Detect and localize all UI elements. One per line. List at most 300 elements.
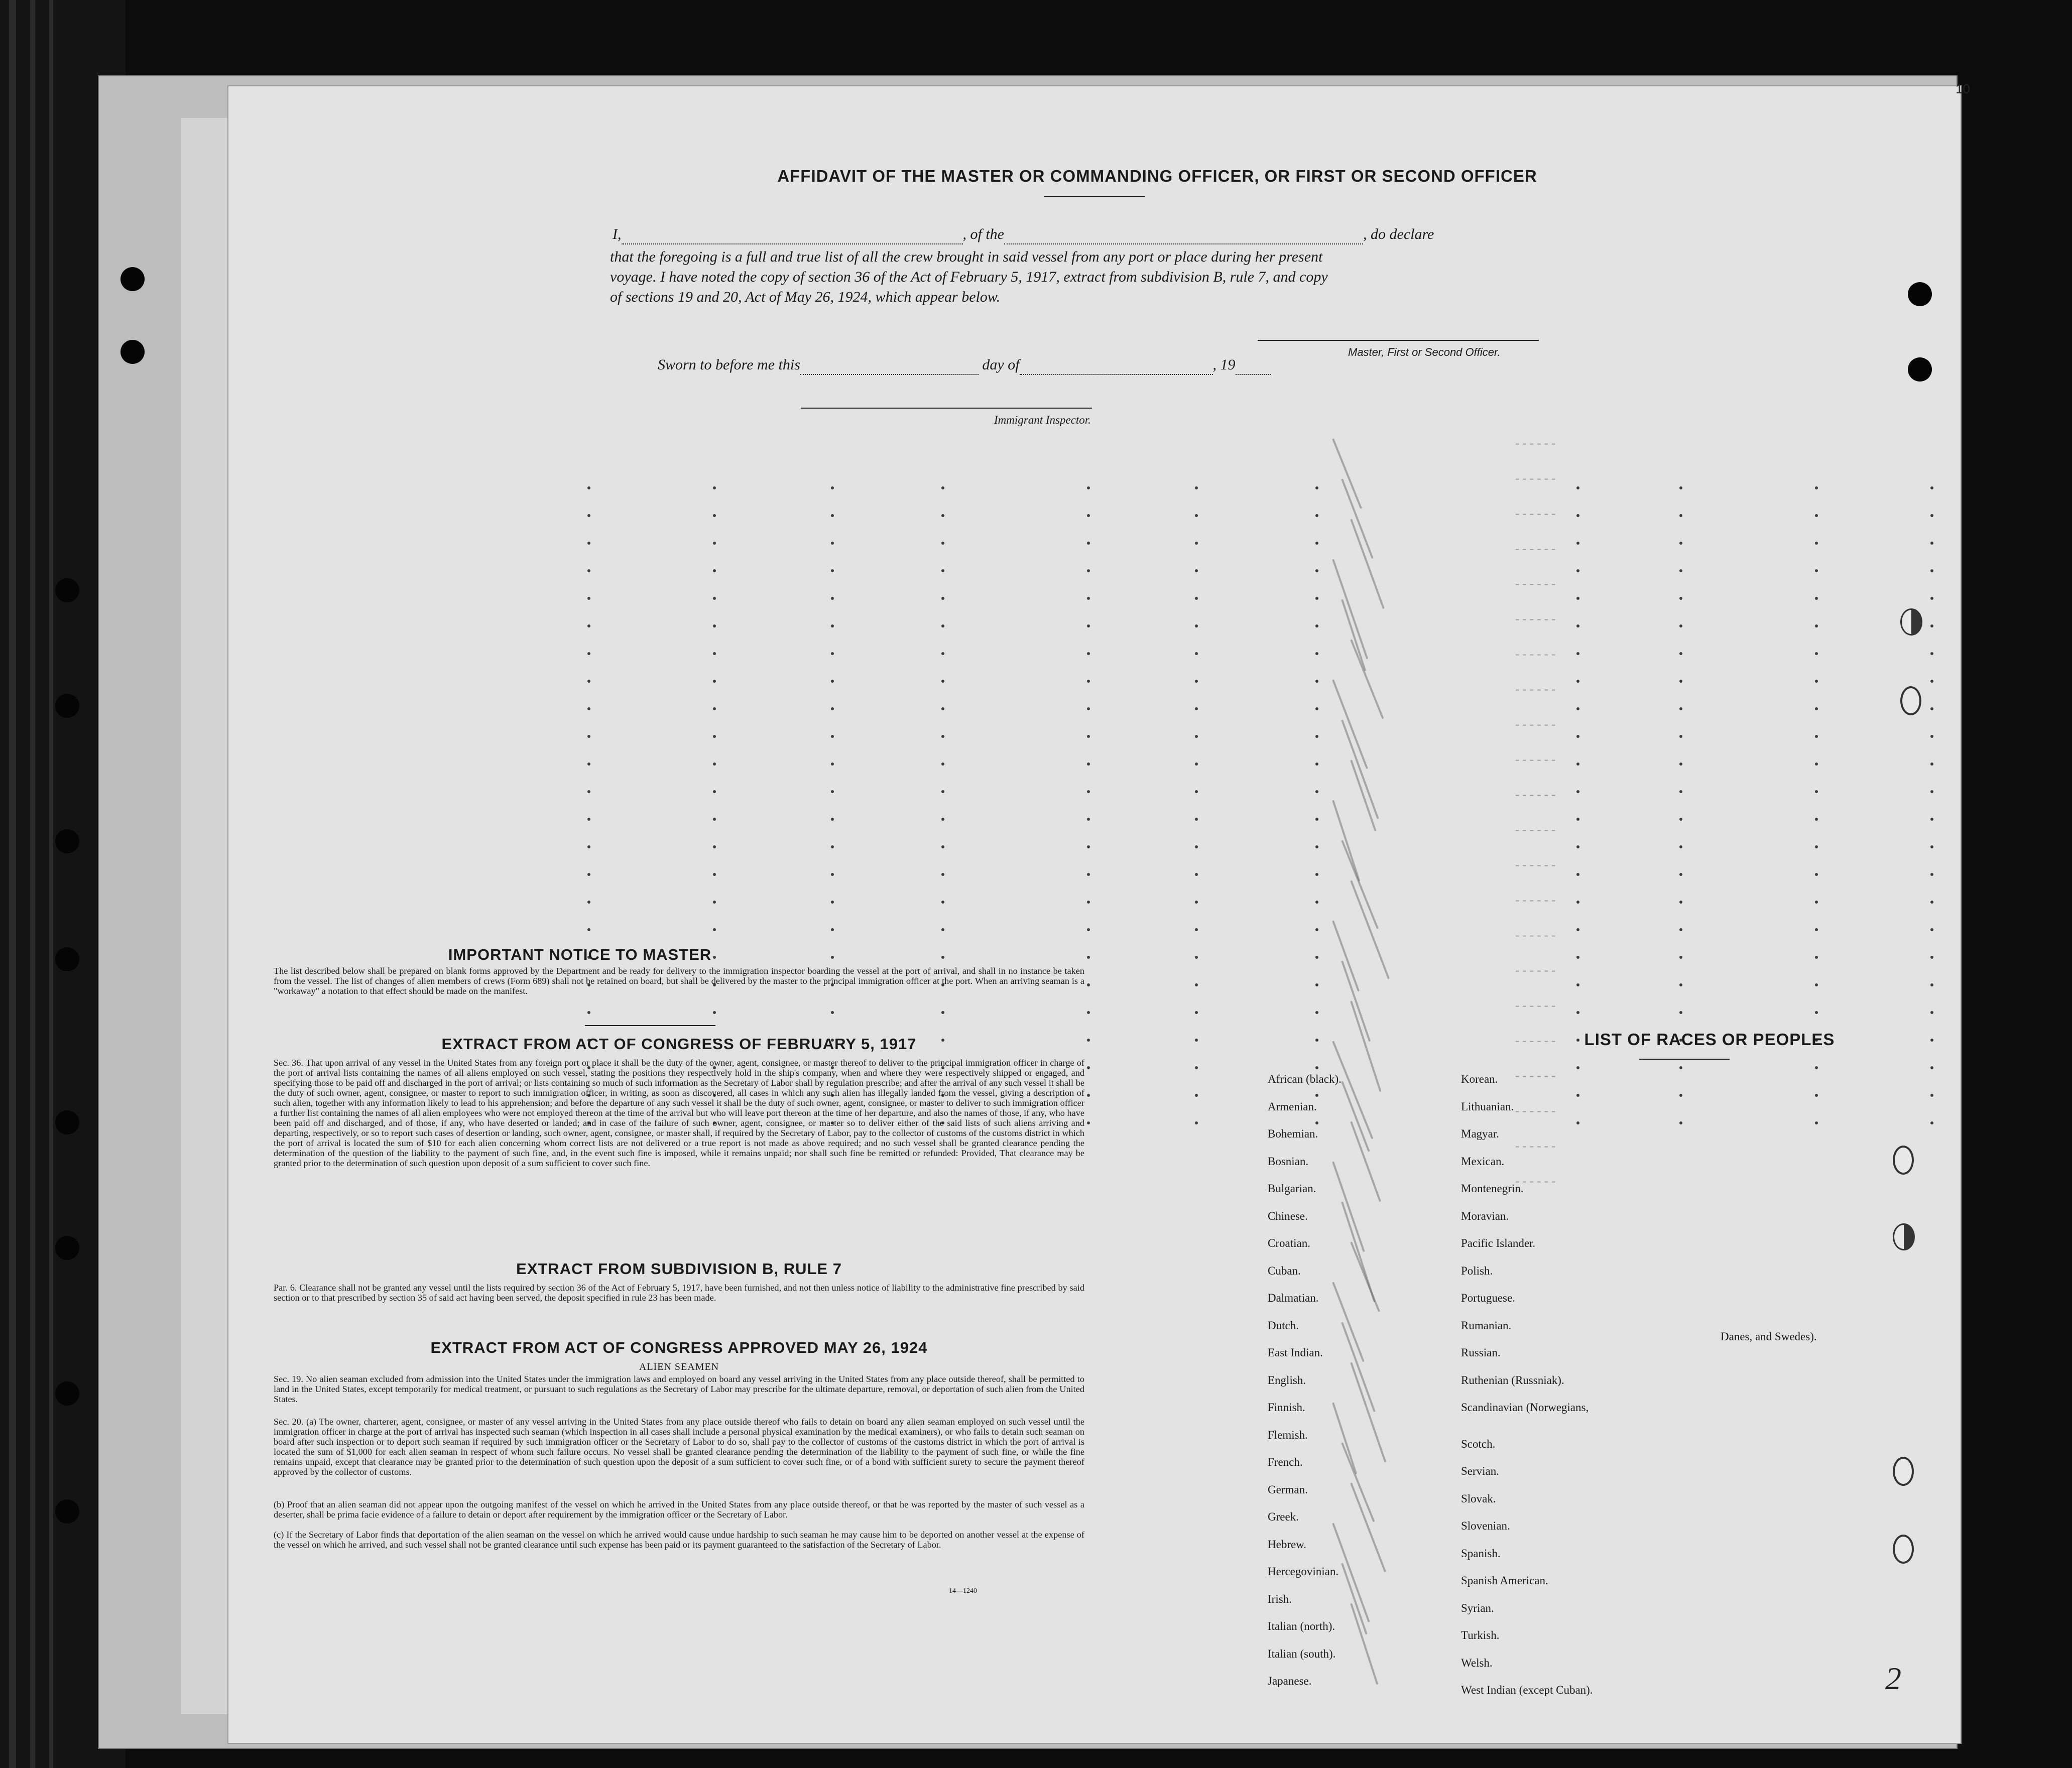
guide-dot	[1315, 486, 1318, 489]
pen-stroke	[1350, 1241, 1380, 1312]
guide-dot	[1930, 818, 1933, 821]
pen-stroke	[1341, 478, 1374, 559]
pen-stroke	[1350, 519, 1385, 609]
guide-dot	[1815, 983, 1818, 986]
guide-dot	[1195, 514, 1198, 517]
guide-dot	[713, 624, 716, 627]
bleed-mark: ------	[1514, 649, 1557, 662]
guide-dot	[713, 901, 716, 904]
bleed-mark: ------	[1514, 613, 1557, 627]
page-number-mark: 10	[1956, 81, 1970, 96]
notice-body: The list described below shall be prepared on blank forms approved by the Department and be ready for delivery to the immigration inspector boarding the vessel at the port of arrival, and shall in no instance be taken from the vessel. The list of changes of alien members of crews (Form 689) shall not be retained on board, but shall be delivered by the master to the principal immigration officer at the port. When an arriving seaman is a "workaway" a notation to that effect should be made on the manifest.	[274, 966, 1084, 996]
guide-dot	[941, 680, 944, 683]
pen-stroke	[1341, 719, 1379, 819]
guide-dot	[1576, 735, 1579, 738]
guide-dot	[1315, 735, 1318, 738]
guide-dot	[713, 790, 716, 793]
guide-dot	[1195, 486, 1198, 489]
punch-hole	[55, 694, 79, 718]
guide-dot	[587, 624, 590, 627]
guide-dot	[1195, 597, 1198, 600]
guide-dot	[941, 486, 944, 489]
guide-dot	[1315, 1121, 1318, 1124]
guide-dot	[1679, 735, 1682, 738]
race-item: East Indian.	[1268, 1346, 1323, 1359]
guide-dot	[1576, 542, 1579, 545]
guide-dot	[713, 542, 716, 545]
guide-dot	[1930, 845, 1933, 848]
guide-dot	[1087, 735, 1090, 738]
inspector-signature-line	[801, 408, 1092, 409]
guide-dot	[1195, 928, 1198, 931]
bleed-mark: ------	[1514, 1105, 1557, 1119]
guide-dot	[1087, 486, 1090, 489]
guide-dot	[1195, 652, 1198, 655]
guide-dot	[1315, 624, 1318, 627]
guide-dot	[1679, 956, 1682, 959]
punch-hole	[55, 947, 79, 971]
guide-dot	[1679, 983, 1682, 986]
guide-dot	[1195, 1094, 1198, 1097]
guide-dot	[587, 735, 590, 738]
guide-dot	[941, 1011, 944, 1014]
guide-dot	[831, 956, 834, 959]
guide-dot	[1087, 763, 1090, 766]
bleed-mark: ------	[1514, 789, 1557, 803]
race-item: Turkish.	[1461, 1629, 1500, 1641]
guide-dot	[587, 763, 590, 766]
guide-dot	[1087, 928, 1090, 931]
guide-dot	[587, 652, 590, 655]
bleed-mark: ------	[1514, 473, 1557, 486]
guide-dot	[1195, 735, 1198, 738]
pen-stroke	[1350, 1000, 1382, 1092]
race-item: West Indian (except Cuban).	[1461, 1684, 1593, 1696]
extract-1917-title: EXTRACT FROM ACT OF CONGRESS OF FEBRUARY 5, 1917	[441, 1035, 917, 1053]
punch-hole	[1908, 282, 1932, 306]
guide-dot	[587, 790, 590, 793]
guide-dot	[1195, 569, 1198, 572]
guide-dot	[1815, 818, 1818, 821]
guide-dot	[1679, 652, 1682, 655]
guide-dot	[1195, 1121, 1198, 1124]
guide-dot	[1815, 1066, 1818, 1069]
guide-dot	[1815, 763, 1818, 766]
guide-dot	[1930, 652, 1933, 655]
guide-dot	[1087, 597, 1090, 600]
guide-dot	[713, 735, 716, 738]
guide-dot	[1815, 901, 1818, 904]
pen-stroke	[1350, 1121, 1381, 1202]
extract-1924-title: EXTRACT FROM ACT OF CONGRESS APPROVED MAY 26, 1924	[430, 1339, 928, 1356]
guide-dot	[1576, 1066, 1579, 1069]
guide-dot	[831, 790, 834, 793]
guide-dot	[1315, 652, 1318, 655]
guide-dot	[1576, 624, 1579, 627]
guide-dot	[1576, 514, 1579, 517]
race-item: Italian (south).	[1268, 1647, 1336, 1660]
guide-dot	[1930, 542, 1933, 545]
punch-hole	[1893, 1535, 1914, 1564]
guide-dot	[1195, 901, 1198, 904]
race-item: Hercegovinian.	[1268, 1565, 1339, 1578]
guide-dot	[1087, 845, 1090, 848]
race-item: Bulgarian.	[1268, 1182, 1316, 1195]
guide-dot	[1576, 818, 1579, 821]
race-item: German.	[1268, 1483, 1308, 1496]
race-item: Moravian.	[1461, 1209, 1509, 1222]
guide-dot	[1315, 956, 1318, 959]
guide-dot	[941, 569, 944, 572]
sworn-line: Sworn to before me this day of , 19	[658, 355, 1271, 375]
guide-dot	[1195, 680, 1198, 683]
races-title: LIST OF RACES OR PEOPLES	[1584, 1030, 1835, 1049]
bleed-mark: ------	[1514, 1141, 1557, 1154]
guide-dot	[1087, 624, 1090, 627]
guide-dot	[1087, 956, 1090, 959]
guide-dot	[1815, 928, 1818, 931]
race-item: Scandinavian (Norwegians,	[1461, 1401, 1589, 1414]
guide-dot	[1815, 680, 1818, 683]
pen-stroke	[1332, 920, 1360, 991]
race-item: Scotch.	[1461, 1437, 1496, 1450]
race-item: Bosnian.	[1268, 1155, 1309, 1168]
master-signature-line	[1258, 340, 1539, 341]
guide-dot	[1815, 790, 1818, 793]
guide-dot	[1195, 542, 1198, 545]
guide-dot	[1087, 1039, 1090, 1042]
race-item: Dutch.	[1268, 1319, 1299, 1332]
bleed-mark: ------	[1514, 1035, 1557, 1049]
bleed-mark: ------	[1514, 895, 1557, 908]
guide-dot	[1930, 486, 1933, 489]
extract-rule-7-body: Par. 6. Clearance shall not be granted any vessel until the lists required by section 36 of the Act of February 5, 1917, have been furnished, and not then unless notice of liability to the administrative fine prescribed by said section or to that prescribed by section 35 of said act having been served, the deposit specified in rule 23 has been made.	[274, 1283, 1084, 1303]
punch-hole	[1900, 686, 1921, 715]
guide-dot	[1815, 1121, 1818, 1124]
guide-dot	[1815, 873, 1818, 876]
guide-dot	[1087, 790, 1090, 793]
guide-dot	[1930, 1039, 1933, 1042]
guide-dot	[713, 845, 716, 848]
guide-dot	[1087, 1121, 1090, 1124]
guide-dot	[1930, 873, 1933, 876]
guide-dot	[1815, 624, 1818, 627]
guide-dot	[713, 680, 716, 683]
guide-dot	[1087, 707, 1090, 710]
race-item-continuation: Danes, and Swedes).	[1721, 1330, 1817, 1343]
guide-dot	[941, 818, 944, 821]
guide-dot	[1087, 983, 1090, 986]
guide-dot	[1930, 624, 1933, 627]
guide-dot	[831, 901, 834, 904]
guide-dot	[587, 928, 590, 931]
guide-dot	[831, 486, 834, 489]
guide-dot	[831, 597, 834, 600]
guide-dot	[1315, 928, 1318, 931]
race-item: Flemish.	[1268, 1428, 1308, 1441]
guide-dot	[1815, 597, 1818, 600]
punch-hole	[55, 578, 79, 602]
section-19: Sec. 19. No alien seaman excluded from admission into the United States under the immigration laws and employed on board any vessel arriving in the United States from any place outside thereof, shall be permitted to land in the United States, except temporarily for medical treatment, or pursuant to such regulations as the Secretary of Labor may prescribe for the ultimate departure, removal, or deportation of such alien from the United States.	[274, 1374, 1084, 1404]
guide-dot	[1195, 1039, 1198, 1042]
guide-dot	[831, 818, 834, 821]
guide-dot	[831, 1011, 834, 1014]
guide-dot	[1195, 956, 1198, 959]
punch-hole	[55, 1236, 79, 1260]
pen-stroke	[1350, 760, 1377, 831]
guide-dot	[1576, 790, 1579, 793]
guide-dot	[1195, 790, 1198, 793]
guide-dot	[713, 928, 716, 931]
guide-dot	[587, 597, 590, 600]
pen-stroke	[1332, 559, 1368, 659]
guide-dot	[1815, 1011, 1818, 1014]
guide-dot	[941, 928, 944, 931]
guide-dot	[713, 1011, 716, 1014]
guide-dot	[1815, 486, 1818, 489]
extract-rule-7-title: EXTRACT FROM SUBDIVISION B, RULE 7	[516, 1260, 842, 1278]
divider	[1044, 196, 1145, 197]
divider	[1639, 1059, 1730, 1060]
bleed-mark: ------	[1514, 578, 1557, 592]
declaration-line-2: that the foregoing is a full and true list of all the crew brought in said vessel from any port or place during her present	[610, 248, 1323, 265]
pen-stroke	[1332, 679, 1368, 769]
guide-dot	[1815, 514, 1818, 517]
guide-dot	[1930, 735, 1933, 738]
bleed-mark: ------	[1514, 684, 1557, 697]
guide-dot	[1930, 1121, 1933, 1124]
guide-dot	[1576, 873, 1579, 876]
guide-dot	[1315, 1011, 1318, 1014]
guide-dot	[1315, 542, 1318, 545]
section-20-c: (c) If the Secretary of Labor finds that deportation of the alien seaman on the vessel on which he arrived would cause undue hardship to such seaman he may cause him to be deported on another vessel at the expense of the vessel on which he arrived, and such vessel shall not be granted clearance until such expense has been paid or its payment guaranteed to the satisfaction of the Secretary of Labor.	[274, 1530, 1084, 1550]
race-item: Finnish.	[1268, 1401, 1305, 1414]
race-item: Pacific Islander.	[1461, 1237, 1536, 1249]
guide-dot	[1576, 763, 1579, 766]
race-item: Hebrew.	[1268, 1538, 1307, 1551]
guide-dot	[1315, 1066, 1318, 1069]
pen-stroke	[1341, 1081, 1370, 1152]
guide-dot	[1930, 928, 1933, 931]
race-item: Lithuanian.	[1461, 1100, 1514, 1113]
guide-dot	[587, 901, 590, 904]
guide-dot	[1576, 1011, 1579, 1014]
punch-hole	[55, 1110, 79, 1134]
guide-dot	[1930, 569, 1933, 572]
guide-dot	[587, 707, 590, 710]
guide-dot	[831, 707, 834, 710]
guide-dot	[1195, 763, 1198, 766]
guide-dot	[941, 652, 944, 655]
guide-dot	[941, 763, 944, 766]
section-20-b: (b) Proof that an alien seaman did not appear upon the outgoing manifest of the vessel on which he arrived in the United States from any place outside thereof, or that he was reported by the master of such vessel as a deserter, shall be prima facie evidence of a failure to detain or deport after requirement by the immigration officer or the Secretary of Labor.	[274, 1499, 1084, 1520]
guide-dot	[1195, 1066, 1198, 1069]
guide-dot	[1195, 1011, 1198, 1014]
guide-dot	[587, 569, 590, 572]
guide-dot	[1576, 928, 1579, 931]
bleed-mark: ------	[1514, 859, 1557, 873]
bleed-mark: ------	[1514, 1070, 1557, 1084]
guide-dot	[713, 569, 716, 572]
guide-dot	[1930, 514, 1933, 517]
declaration-line-1: I, , of the , do declare	[613, 224, 1812, 244]
alien-seamen-subtitle: ALIEN SEAMEN	[639, 1361, 719, 1372]
race-item: Cuban.	[1268, 1264, 1301, 1277]
guide-dot	[1679, 569, 1682, 572]
bleed-mark: ------	[1514, 508, 1557, 522]
guide-dot	[587, 845, 590, 848]
race-item: Armenian.	[1268, 1100, 1317, 1113]
race-item: Korean.	[1461, 1073, 1498, 1085]
guide-dot	[831, 514, 834, 517]
guide-dot	[1576, 1094, 1579, 1097]
guide-dot	[831, 735, 834, 738]
race-item: Mexican.	[1461, 1155, 1505, 1168]
guide-dot	[941, 542, 944, 545]
guide-dot	[1576, 680, 1579, 683]
guide-dot	[1087, 1066, 1090, 1069]
bleed-mark: ------	[1514, 754, 1557, 768]
punch-hole	[1893, 1223, 1915, 1250]
bleed-mark: ------	[1514, 438, 1557, 451]
guide-dot	[713, 652, 716, 655]
guide-dot	[1815, 735, 1818, 738]
guide-dot	[831, 652, 834, 655]
guide-dot	[1576, 652, 1579, 655]
guide-dot	[1679, 928, 1682, 931]
punch-hole	[1900, 608, 1922, 636]
guide-dot	[1930, 597, 1933, 600]
guide-dot	[1815, 845, 1818, 848]
race-item: Magyar.	[1461, 1127, 1500, 1140]
guide-dot	[1315, 873, 1318, 876]
guide-dot	[1930, 680, 1933, 683]
guide-dot	[1087, 652, 1090, 655]
guide-dot	[1815, 707, 1818, 710]
bleed-mark: ------	[1514, 1000, 1557, 1014]
guide-dot	[1315, 818, 1318, 821]
guide-dot	[1679, 624, 1682, 627]
guide-dot	[831, 873, 834, 876]
pen-stroke	[1341, 1442, 1375, 1522]
guide-dot	[1315, 845, 1318, 848]
race-item: Polish.	[1461, 1264, 1493, 1277]
guide-dot	[1576, 569, 1579, 572]
guide-dot	[713, 514, 716, 517]
guide-dot	[1576, 707, 1579, 710]
race-item: Dalmatian.	[1268, 1292, 1319, 1304]
handwritten-page-mark: 2	[1885, 1661, 1901, 1696]
guide-dot	[1679, 873, 1682, 876]
guide-dot	[1679, 1066, 1682, 1069]
guide-dot	[941, 597, 944, 600]
guide-dot	[1087, 569, 1090, 572]
guide-dot	[941, 707, 944, 710]
guide-dot	[1195, 873, 1198, 876]
guide-dot	[1679, 486, 1682, 489]
pen-stroke	[1350, 1482, 1386, 1572]
notice-title: IMPORTANT NOTICE TO MASTER	[448, 946, 712, 963]
guide-dot	[1315, 680, 1318, 683]
guide-dot	[831, 845, 834, 848]
guide-dot	[1576, 845, 1579, 848]
race-item: English.	[1268, 1373, 1306, 1386]
divider	[585, 1025, 715, 1026]
guide-dot	[587, 1011, 590, 1014]
guide-dot	[1195, 624, 1198, 627]
guide-dot	[1679, 790, 1682, 793]
guide-dot	[831, 624, 834, 627]
guide-dot	[1679, 680, 1682, 683]
guide-dot	[587, 873, 590, 876]
guide-dot	[1087, 680, 1090, 683]
race-item: Italian (north).	[1268, 1620, 1335, 1632]
guide-dot	[1576, 1121, 1579, 1124]
guide-dot	[1315, 790, 1318, 793]
race-item: Japanese.	[1268, 1675, 1312, 1687]
pen-stroke	[1341, 1563, 1368, 1634]
guide-dot	[1679, 1011, 1682, 1014]
guide-dot	[713, 873, 716, 876]
guide-dot	[941, 790, 944, 793]
guide-dot	[1930, 1066, 1933, 1069]
race-item: Slovenian.	[1461, 1520, 1510, 1532]
guide-dot	[941, 873, 944, 876]
master-signature-label: Master, First or Second Officer.	[1348, 346, 1501, 358]
guide-dot	[1195, 845, 1198, 848]
guide-dot	[713, 818, 716, 821]
race-item: French.	[1268, 1456, 1303, 1468]
guide-dot	[1679, 845, 1682, 848]
guide-dot	[1679, 901, 1682, 904]
extract-1917-body: Sec. 36. That upon arrival of any vessel in the United States from any foreign port or place it shall be the duty of the owner, agent, consignee, or master thereof to deliver to the principal immigration officer in charge of the port of arrival lists containing the names of all aliens employed on such vessel, stating the positions they respectively hold in the ship's company, when and where they were respectively shipped or engaged, and specifying those to be paid off and discharged in the port of arrival; or lists containing so much of such information as the Secretary of Labor shall by regulation prescribe; and after the arrival of any such vessel it shall be the duty of such owner, agent, consignee, or master to report to such immigration officer, in writing, as soon as discovered, all cases in which any such alien has illegally landed from the vessel, giving a description of such alien, together with any information likely to lead to his apprehension; and before the departure of any such vessel it shall be the duty of such owner, agent, consignee, or master to deliver to such immigration officer a further list containing the names of all alien employees who were not employed thereon at the time of the arrival but who will leave port thereon at the time of her departure, and also the names of those, if any, who have been paid off and discharged, and of those, if any, who have deserted or landed; and in case of the failure of such owner, agent, consignee, or master so to deliver either of the said lists of such aliens arriving and departing, respectively, or so to report such cases of desertion or landing, such owner, agent, consignee, or master shall, if required by the Secretary of Labor, pay to the collector of customs of the customs district in which the port of arrival is located the sum of $10 for each alien concerning whom correct lists are not delivered or a true report is not made as above required; and no such vessel shall be granted clearance pending the determination of the question of the liability to the payment of such fine, and, in the event such fine is imposed, while it remains unpaid; nor shall such fine be remitted or refunded: Provided, That clearance may be granted prior to the determination of such question upon deposit of a sum sufficient to cover such fine.	[274, 1058, 1084, 1168]
guide-dot	[1195, 983, 1198, 986]
race-item: Welsh.	[1461, 1656, 1493, 1669]
guide-dot	[831, 569, 834, 572]
guide-dot	[587, 680, 590, 683]
guide-dot	[1087, 1094, 1090, 1097]
guide-dot	[1930, 790, 1933, 793]
guide-dot	[941, 735, 944, 738]
race-item: Russian.	[1461, 1346, 1501, 1359]
race-item: Ruthenian (Russniak).	[1461, 1373, 1564, 1386]
race-item: Slovak.	[1461, 1492, 1496, 1505]
guide-dot	[1679, 514, 1682, 517]
pen-stroke	[1350, 639, 1384, 719]
guide-dot	[1679, 1094, 1682, 1097]
guide-dot	[713, 597, 716, 600]
binder-strip	[9, 0, 16, 1768]
manifest-page	[228, 81, 1970, 1743]
guide-dot	[941, 901, 944, 904]
pen-stroke	[1332, 800, 1360, 881]
guide-dot	[713, 707, 716, 710]
guide-dot	[1315, 983, 1318, 986]
affidavit-title: AFFIDAVIT OF THE MASTER OR COMMANDING OFFICER, OR FIRST OR SECOND OFFICER	[777, 167, 1537, 185]
guide-dot	[1576, 597, 1579, 600]
pen-stroke	[1341, 840, 1379, 929]
guide-dot	[1087, 818, 1090, 821]
guide-dot	[831, 763, 834, 766]
guide-dot	[713, 763, 716, 766]
race-item: Irish.	[1268, 1592, 1292, 1605]
guide-dot	[1815, 542, 1818, 545]
guide-dot	[1315, 901, 1318, 904]
guide-dot	[1679, 542, 1682, 545]
race-item: Montenegrin.	[1461, 1182, 1524, 1195]
punch-hole	[1893, 1457, 1914, 1486]
guide-dot	[831, 680, 834, 683]
